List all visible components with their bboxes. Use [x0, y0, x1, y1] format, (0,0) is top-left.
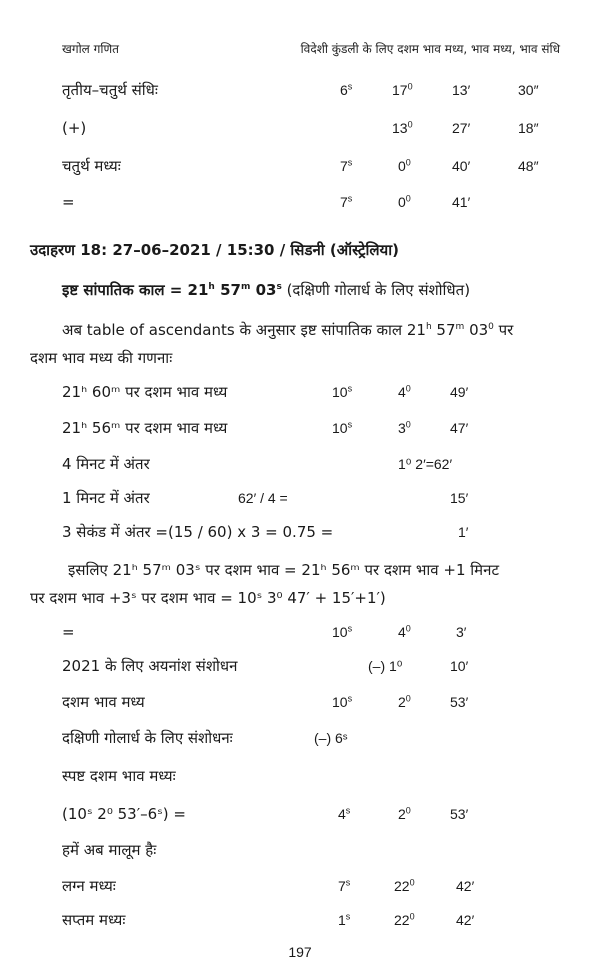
degree-value: $0^0$ [398, 157, 411, 174]
row-label: = [62, 193, 75, 211]
row-label: स्पष्ट दशम भाव मध्यः [62, 767, 176, 785]
minute-value: 27′ [452, 120, 471, 136]
sign-value: 10$^s$ [332, 623, 353, 640]
table-row [62, 618, 582, 646]
division-expression: 62′ / 4 = [238, 490, 288, 506]
table-row [62, 114, 582, 142]
table-row [62, 188, 582, 216]
row-label: दशम भाव मध्य [62, 693, 145, 711]
table-row [62, 378, 582, 406]
table-row [62, 906, 582, 934]
row-label: चतुर्थ मध्यः [62, 157, 121, 175]
sign-value: 10$^s$ [332, 419, 353, 436]
sign-value: 4$^s$ [338, 805, 351, 822]
page-number: 197 [288, 944, 312, 960]
minute-value: 1′ [458, 524, 469, 540]
minute-value: 47′ [450, 420, 469, 436]
table-row [62, 836, 582, 864]
therefore-paragraph: इसलिए 21ʰ 57ᵐ 03ˢ पर दशम भाव = 21ʰ 56ᵐ पर दशम भाव +1 मिनट पर दशम भाव +3ˢ पर दशम भाव = 10ˢ 3⁰ 47′ + 15′+1′) [30, 561, 500, 607]
row-label: 1 मिनट में अंतर [62, 489, 150, 507]
row-label: (+) [62, 119, 87, 137]
row-label: लग्न मध्यः [62, 877, 116, 895]
degree-value: $2^0$ [398, 805, 411, 822]
row-label: 21ʰ 56ᵐ पर दशम भाव मध्य [62, 419, 228, 437]
sign-value: 10$^s$ [332, 693, 353, 710]
running-header-left: खगोल गणित [62, 42, 120, 56]
minute-value: 41′ [452, 194, 471, 210]
sign-value: 6$^s$ [340, 81, 353, 98]
second-value: 48″ [518, 158, 539, 174]
minute-value: 49′ [450, 384, 469, 400]
intro-paragraph: अब table of ascendants के अनुसार इष्ट सांपातिक काल 21$^h$ 57$^m$ $03^0$ पर दशम भाव मध्य की गणनाः [30, 321, 514, 367]
degree-value: $22^0$ [394, 877, 415, 894]
sign-value: 7$^s$ [338, 877, 351, 894]
row-label: 3 सेकंड में अंतर =(15 / 60) x 3 = 0.75 = [62, 523, 334, 541]
degree-value: $13^0$ [392, 119, 413, 136]
degree-value: $3^0$ [398, 419, 411, 436]
row-label: 2021 के लिए अयनांश संशोधन [62, 657, 238, 675]
second-value: 30″ [518, 82, 539, 98]
table-row [62, 724, 582, 752]
sign-value: 10$^s$ [332, 383, 353, 400]
table-row [62, 688, 582, 716]
sign-value: 7$^s$ [340, 193, 353, 210]
row-label: हमें अब मालूम हैः [62, 841, 157, 859]
correction-value: (–) 6ˢ [314, 730, 348, 746]
minute-value: 42′ [456, 912, 475, 928]
table-row [62, 414, 582, 442]
second-value: 18″ [518, 120, 539, 136]
minute-value: 42′ [456, 878, 475, 894]
degree-value: $4^0$ [398, 383, 411, 400]
degree-value: $2^0$ [398, 693, 411, 710]
sign-value: 7$^s$ [340, 157, 353, 174]
correction-value: (–) 1⁰ [368, 658, 403, 674]
table-row [62, 76, 582, 104]
table-row [62, 652, 582, 680]
row-label: तृतीय–चतुर्थ संधिः [62, 81, 158, 99]
table-row [62, 872, 582, 900]
row-label: 21ʰ 60ᵐ पर दशम भाव मध्य [62, 383, 228, 401]
row-label: 4 मिनट में अंतर [62, 455, 150, 473]
row-label: (10ˢ 2⁰ 53′–6ˢ) = [62, 805, 186, 823]
minute-value: 3′ [456, 624, 467, 640]
degree-value: $22^0$ [394, 911, 415, 928]
table-row [62, 484, 582, 512]
minute-value: 53′ [450, 694, 469, 710]
sidereal-time-line: इष्ट सांपातिक काल = $21^h$ 57$^m$ 03$^s$ (दक्षिणी गोलार्ध के लिए संशोधित) [62, 281, 471, 299]
sign-value: 1$^s$ [338, 911, 351, 928]
row-label: दक्षिणी गोलार्ध के लिए संशोधनः [62, 729, 233, 747]
minute-value: 10′ [450, 658, 469, 674]
degree-value: $17^0$ [392, 81, 413, 98]
example-heading: उदाहरण 18: 27–06–2021 / 15:30 / सिडनी (ऑस्ट्रेलिया) [30, 241, 399, 259]
table-row [62, 450, 582, 478]
table-row [62, 762, 582, 790]
table-row [62, 152, 582, 180]
degree-value: $0^0$ [398, 193, 411, 210]
table-row [62, 800, 582, 828]
degree-value: $4^0$ [398, 623, 411, 640]
minute-value: 40′ [452, 158, 471, 174]
running-header-right: विदेशी कुंडली के लिए दशम भाव मध्य, भाव मध्य, भाव संधि [300, 42, 560, 56]
difference-value: 1⁰ 2′=62′ [398, 456, 453, 472]
table-row [62, 518, 582, 546]
row-label: सप्तम मध्यः [62, 911, 126, 929]
minute-value: 13′ [452, 82, 471, 98]
minute-value: 15′ [450, 490, 469, 506]
minute-value: 53′ [450, 806, 469, 822]
row-label: = [62, 623, 75, 641]
